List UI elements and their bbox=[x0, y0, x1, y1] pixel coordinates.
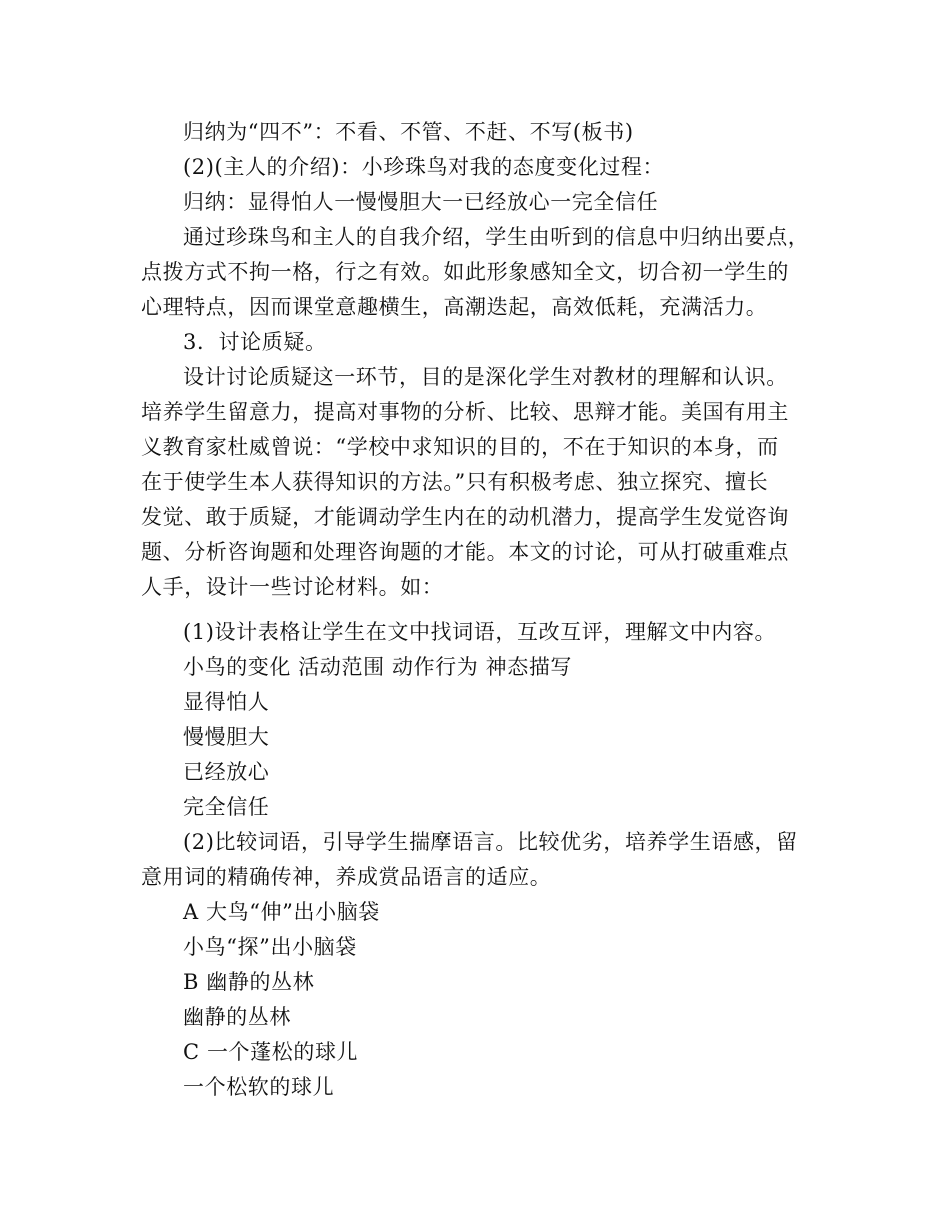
list-item: (1)设计表格让学生在文中找词语，互改互评，理解文中内容。 bbox=[183, 620, 777, 644]
paragraph-line: 义教育家杜威曾说：“学校中求知识的目的，不在于知识的本身，而 bbox=[141, 435, 779, 459]
paragraph-line: 在于使学生本人获得知识的方法。”只有积极考虑、独立探究、擅长 bbox=[141, 470, 769, 494]
section-heading: 3．讨论质疑。 bbox=[183, 330, 327, 354]
paragraph-line: 人手，设计一些讨论材料。如： bbox=[141, 575, 444, 599]
text-line: 归纳为“四不”：不看、不管、不赶、不写(板书) bbox=[183, 120, 634, 144]
example-line: 小鸟“探”出小脑袋 bbox=[183, 935, 357, 959]
table-row: 显得怕人 bbox=[183, 690, 270, 714]
list-item: (2)比较词语，引导学生揣摩语言。比较优劣，培养学生语感，留 bbox=[183, 830, 798, 854]
example-line: B 幽静的丛林 bbox=[183, 970, 315, 994]
paragraph-line: 点拨方式不拘一格，行之有效。如此形象感知全文，切合初一学生的 bbox=[141, 260, 789, 284]
paragraph-line: 心理特点，因而课堂意趣横生，高潮迭起，高效低耗，充满活力。 bbox=[141, 295, 768, 319]
example-line: C 一个蓬松的球儿 bbox=[183, 1040, 359, 1064]
text-line: (2)(主人的介绍)：小珍珠鸟对我的态度变化过程： bbox=[183, 155, 665, 179]
paragraph-line: 题、分析咨询题和处理咨询题的才能。本文的讨论，可从打破重难点 bbox=[141, 540, 789, 564]
example-line: 幽静的丛林 bbox=[183, 1005, 291, 1029]
paragraph-line: 发觉、敢于质疑，才能调动学生内在的动机潜力，提高学生发觉咨询 bbox=[141, 505, 789, 529]
table-header-line: 小鸟的变化 活动范围 动作行为 神态描写 bbox=[183, 655, 573, 679]
example-line: 一个松软的球儿 bbox=[183, 1075, 335, 1099]
table-row: 完全信任 bbox=[183, 795, 270, 819]
table-row: 已经放心 bbox=[183, 760, 270, 784]
paragraph-line: 设计讨论质疑这一环节，目的是深化学生对教材的理解和认识。 bbox=[183, 365, 788, 389]
paragraph-line: 意用词的精确传神，养成赏品语言的适应。 bbox=[141, 865, 552, 889]
paragraph-line: 培养学生留意力，提高对事物的分析、比较、思辩才能。美国有用主 bbox=[141, 400, 789, 424]
example-line: A 大鸟“伸”出小脑袋 bbox=[183, 900, 380, 924]
paragraph-line: 通过珍珠鸟和主人的自我介绍，学生由听到的信息中归纳出要点， bbox=[183, 225, 810, 249]
text-line: 归纳：显得怕人一慢慢胆大一已经放心一完全信任 bbox=[183, 190, 659, 214]
table-row: 慢慢胆大 bbox=[183, 725, 270, 749]
